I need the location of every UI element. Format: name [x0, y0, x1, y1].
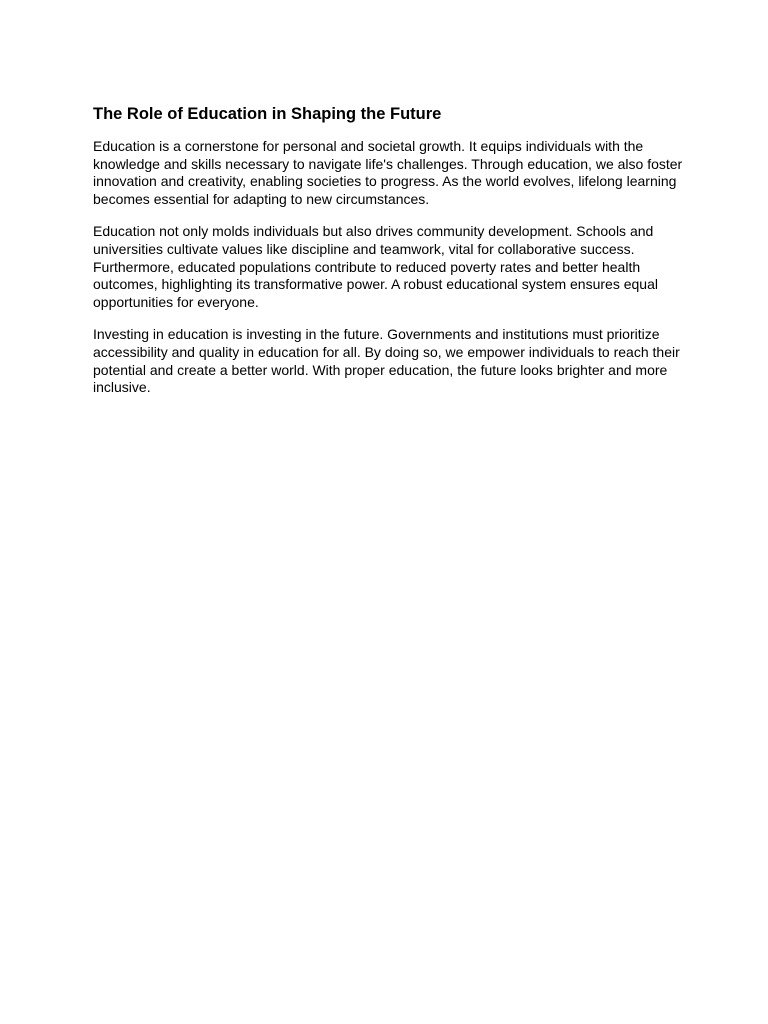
document-title: The Role of Education in Shaping the Future [93, 105, 442, 123]
paragraph-1: Education is a cornerstone for personal and societal growth. It equips individuals with the knowledge and skills necessary to navigate life's challenges. Through education, we also foster innovation and creativity, enabling societies to progress. As the world evolves, lifelong learning becomes essential for adapting to new circumstances. [93, 138, 683, 207]
paragraph-2: Education not only molds individuals but also drives community development. Schools and universities cultivate values like discipline and teamwork, vital for collaborative success. Furthermore, educated populations contribute to reduced poverty rates and better health outcomes, highlighting its transformative power. A robust educational system ensures equal opportunities for everyone. [93, 223, 658, 310]
paragraph-3: Investing in education is investing in the future. Governments and institutions must prioritize accessibility and quality in education for all. By doing so, we empower individuals to reach their potential and create a better world. With proper education, the future looks brighter and more inclusive. [93, 326, 680, 396]
document-page [93, 103, 683, 412]
